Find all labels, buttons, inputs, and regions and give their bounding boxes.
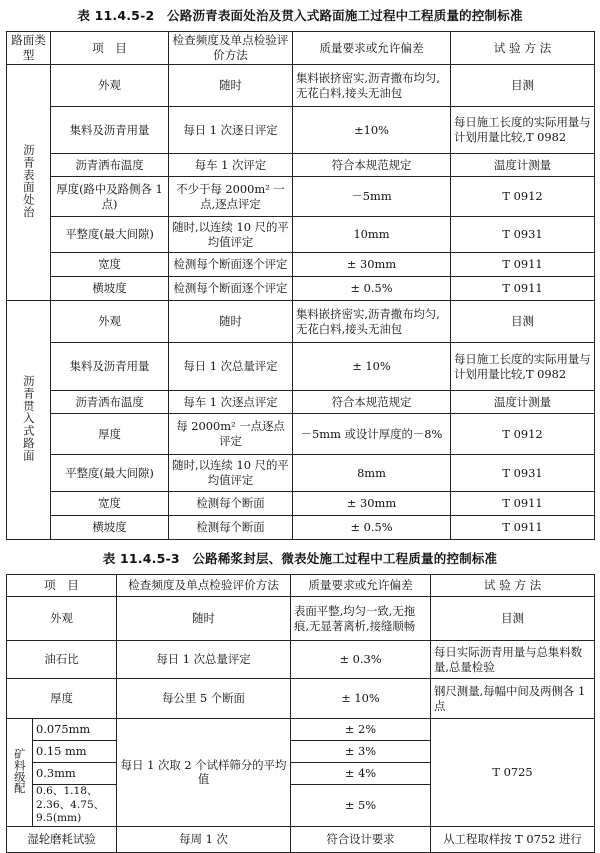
frequency-cell: 随时 [117,597,291,641]
frequency-cell: 不少于每 2000m² 一点,逐点评定 [169,177,293,217]
item-cell: 外观 [7,597,117,641]
surface-treatment-control-table [6,31,595,540]
table-row [7,492,595,516]
requirement-cell: ± 0.5% [293,516,451,540]
requirement-cell: ± 5% [291,785,431,827]
item-cell: 横坡度 [51,277,169,301]
table-row [7,719,595,741]
item-cell: 外观 [51,65,169,107]
table-row [7,391,595,414]
method-cell: 目测 [451,301,595,343]
header-item: 项 目 [7,575,117,597]
table-row [7,343,595,391]
frequency-cell: 检测每个断面 [169,516,293,540]
table-row [7,107,595,154]
table-row [7,414,595,455]
item-cell: 外观 [51,301,169,343]
frequency-cell: 每车 1 次评定 [169,154,293,177]
frequency-cell: 每日 1 次逐日评定 [169,107,293,154]
item-cell: 湿轮磨耗试验 [7,826,117,852]
method-cell: T 0912 [451,177,595,217]
header-test-method: 试 验 方 法 [451,32,595,65]
header-frequency: 检查频度及单点检验评价方法 [169,32,293,65]
header-requirement: 质量要求或允许偏差 [291,575,431,597]
item-cell: 横坡度 [51,516,169,540]
requirement-cell: ± 10% [291,679,431,719]
group-label-penetration-macadam: 沥青贯入式路面 [7,301,51,540]
requirement-cell: ± 0.3% [291,641,431,679]
table-row [7,65,595,107]
table2-header-row [7,575,595,597]
method-cell: T 0911 [451,492,595,516]
sieve-cell: 0.075mm [33,719,117,741]
requirement-cell: ± 10% [293,343,451,391]
requirement-cell: －5mm [293,177,451,217]
frequency-cell: 随时,以连续 10 尺的平均值评定 [169,455,293,492]
method-cell: T 0931 [451,455,595,492]
method-cell: T 0725 [431,719,595,827]
method-cell: 每日施工长度的实际用量与计划用量比较,T 0982 [451,107,595,154]
requirement-cell: ±10% [293,107,451,154]
requirement-cell: 符合本规范规定 [293,154,451,177]
frequency-cell: 检测每个断面 [169,492,293,516]
group-label-surface-treatment: 沥青表面处治 [7,65,51,301]
requirement-cell: 表面平整,均匀一致,无拖痕,无显著离析,接缝顺畅 [291,597,431,641]
table-row [7,597,595,641]
frequency-cell: 每公里 5 个断面 [117,679,291,719]
requirement-cell: ± 3% [291,741,431,763]
table1-caption: 表 11.4.5-2 公路沥青表面处治及贯入式路面施工过程中工程质量的控制标准 [77,8,523,23]
method-cell: 温度计测量 [451,391,595,414]
requirement-cell: ± 0.5% [293,277,451,301]
item-cell: 集料及沥青用量 [51,343,169,391]
method-cell: T 0911 [451,277,595,301]
requirement-cell: 集料嵌挤密实,沥青撒布均匀,无花白料,接头无油包 [293,65,451,107]
requirement-cell: ± 30mm [293,492,451,516]
frequency-cell: 每周 1 次 [117,826,291,852]
header-pavement-type: 路面类型 [7,32,51,65]
item-cell: 平整度(最大间隙) [51,455,169,492]
item-cell: 厚度(路中及路侧各 1 点) [51,177,169,217]
table-row [7,277,595,301]
header-test-method: 试 验 方 法 [431,575,595,597]
item-cell: 沥青洒布温度 [51,154,169,177]
frequency-cell: 每日 1 次总量评定 [117,641,291,679]
requirement-cell: 符合本规范规定 [293,391,451,414]
frequency-cell: 检测每个断面逐个评定 [169,277,293,301]
item-cell: 集料及沥青用量 [51,107,169,154]
frequency-cell: 随时 [169,65,293,107]
table-row [7,516,595,540]
requirement-cell: 符合设计要求 [291,826,431,852]
sieve-cell: 0.3mm [33,763,117,785]
header-item: 项 目 [51,32,169,65]
method-cell: 每日施工长度的实际用量与计划用量比较,T 0982 [451,343,595,391]
method-cell: T 0911 [451,516,595,540]
frequency-cell: 每日 1 次取 2 个试样筛分的平均值 [117,719,291,827]
frequency-cell: 随时 [169,301,293,343]
grading-label: 矿料级配 [7,719,33,827]
method-cell: 目测 [431,597,595,641]
table-row [7,826,595,852]
table-row [7,217,595,253]
method-cell: 从工程取样按 T 0752 进行 [431,826,595,852]
item-cell: 沥青洒布温度 [51,391,169,414]
table-row [7,301,595,343]
table-row [7,177,595,217]
table-row [7,455,595,492]
item-cell: 宽度 [51,492,169,516]
method-cell: 温度计测量 [451,154,595,177]
requirement-cell: 8mm [293,455,451,492]
item-cell: 宽度 [51,253,169,277]
frequency-cell: 每 2000m² 一点逐点评定 [169,414,293,455]
table1-header-row [7,32,595,65]
frequency-cell: 检测每个断面逐个评定 [169,253,293,277]
requirement-cell: 10mm [293,217,451,253]
item-cell: 平整度(最大间隙) [51,217,169,253]
method-cell: 钢尺测量,每幅中间及两侧各 1 点 [431,679,595,719]
requirement-cell: 集料嵌挤密实,沥青撒布均匀,无花白料,接头无油包 [293,301,451,343]
method-cell: T 0912 [451,414,595,455]
table-row [7,253,595,277]
header-requirement: 质量要求或允许偏差 [293,32,451,65]
method-cell: T 0931 [451,217,595,253]
table-row [7,641,595,679]
method-cell: 每日实际沥青用量与总集料数量,总量检验 [431,641,595,679]
requirement-cell: －5mm 或设计厚度的－8% [293,414,451,455]
item-cell: 厚度 [51,414,169,455]
item-cell: 油石比 [7,641,117,679]
requirement-cell: ± 2% [291,719,431,741]
method-cell: 目测 [451,65,595,107]
item-cell: 厚度 [7,679,117,719]
table-row [7,154,595,177]
slurry-seal-control-table [6,574,595,853]
table-row [7,679,595,719]
header-frequency: 检查频度及单点检验评价方法 [117,575,291,597]
table2-caption: 表 11.4.5-3 公路稀浆封层、微表处施工过程中工程质量的控制标准 [102,551,498,566]
requirement-cell: ± 30mm [293,253,451,277]
sieve-cell: 0.6、1.18、2.36、4.75、9.5(mm) [33,785,117,827]
sieve-cell: 0.15 mm [33,741,117,763]
requirement-cell: ± 4% [291,763,431,785]
frequency-cell: 每日 1 次总量评定 [169,343,293,391]
method-cell: T 0911 [451,253,595,277]
frequency-cell: 每车 1 次逐点评定 [169,391,293,414]
frequency-cell: 随时,以连续 10 尺的平均值评定 [169,217,293,253]
